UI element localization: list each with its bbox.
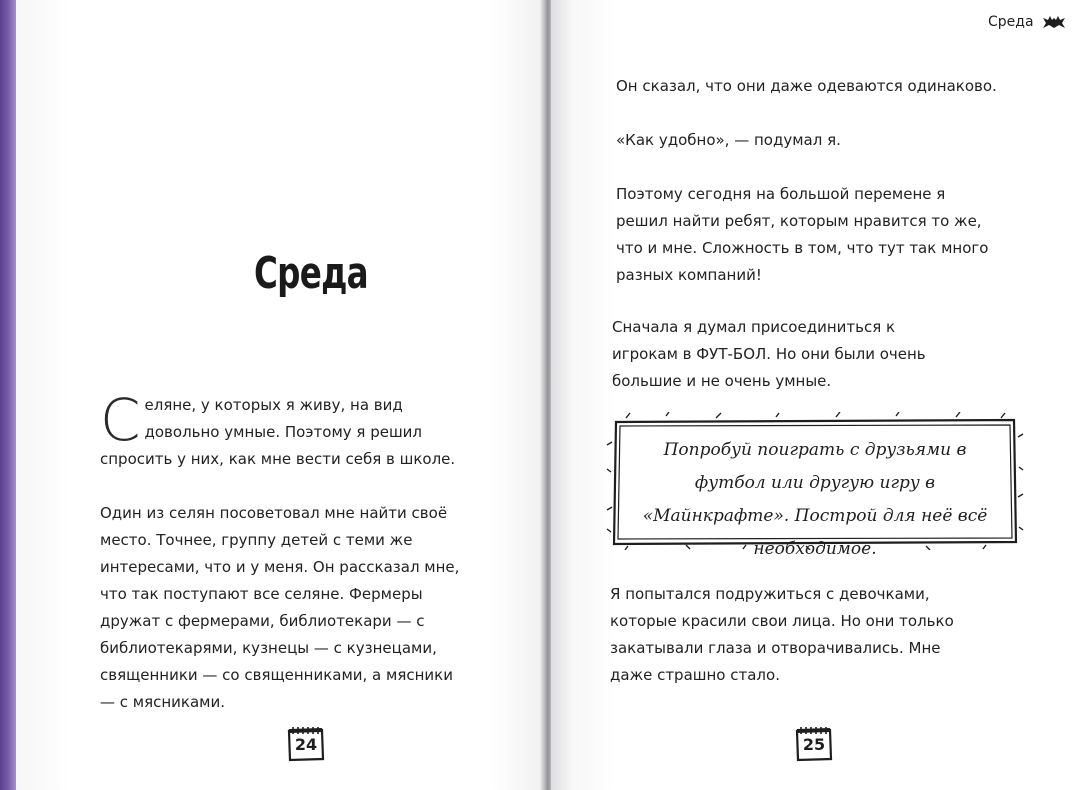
book-cover-edge (0, 0, 16, 790)
right-paragraph-1: Он сказал, что они даже одеваются одинаково. (616, 77, 997, 95)
drop-cap: С (100, 386, 141, 454)
right-paragraph-2: «Как удобно», — подумал я. (616, 131, 841, 149)
right-paragraph-3: Поэтому сегодня на большой перемене я решил найти ребят, которым нравится то же, что и мне. Сложность в том, что тут так много разных компаний! (616, 185, 989, 284)
left-paragraph-2: Один из селян посоветовал мне найти своё место. Точнее, группу детей с теми же интересами, что и у меня. Он рассказал мне, что так поступают все селяне. Фермеры дружат с фермерами, библиотекари — с библиотекарями, кузнецы — с кузнецами, священники — со священниками, а мясники — с мясниками. (100, 504, 460, 711)
bat-icon (1042, 14, 1066, 30)
right-paragraph-4: Сначала я думал присоединиться к игрокам в ФУТ-БОЛ. Но они были очень большие и не очень умные. (612, 318, 926, 390)
tip-callout (606, 412, 1024, 559)
right-paragraph-5: Я попытался подружиться с девочками, которые красили свои лица. Но они только закатывали глаза и отворачивались. Мне даже страшно стало. (610, 585, 954, 684)
running-header (988, 14, 1066, 30)
chapter-title: Среда (254, 248, 368, 299)
tip-callout-text: Попробуй поиграть с друзьями в футбол или другую игру в «Майнкрафте». Построй для неё всё необходимое. (642, 440, 988, 559)
running-header-label: Среда (988, 14, 1034, 30)
page-number-right (794, 726, 834, 762)
page-number-left (286, 726, 326, 762)
left-paragraph-1-text: еляне, у которых я живу, на вид довольно умные. Поэтому я решил спросить у них, как мне вести себя в школе. (100, 396, 456, 468)
page-number-left-label: 24 (294, 735, 318, 754)
page-number-right-label: 25 (802, 735, 826, 754)
left-paragraph-1 (100, 386, 472, 473)
